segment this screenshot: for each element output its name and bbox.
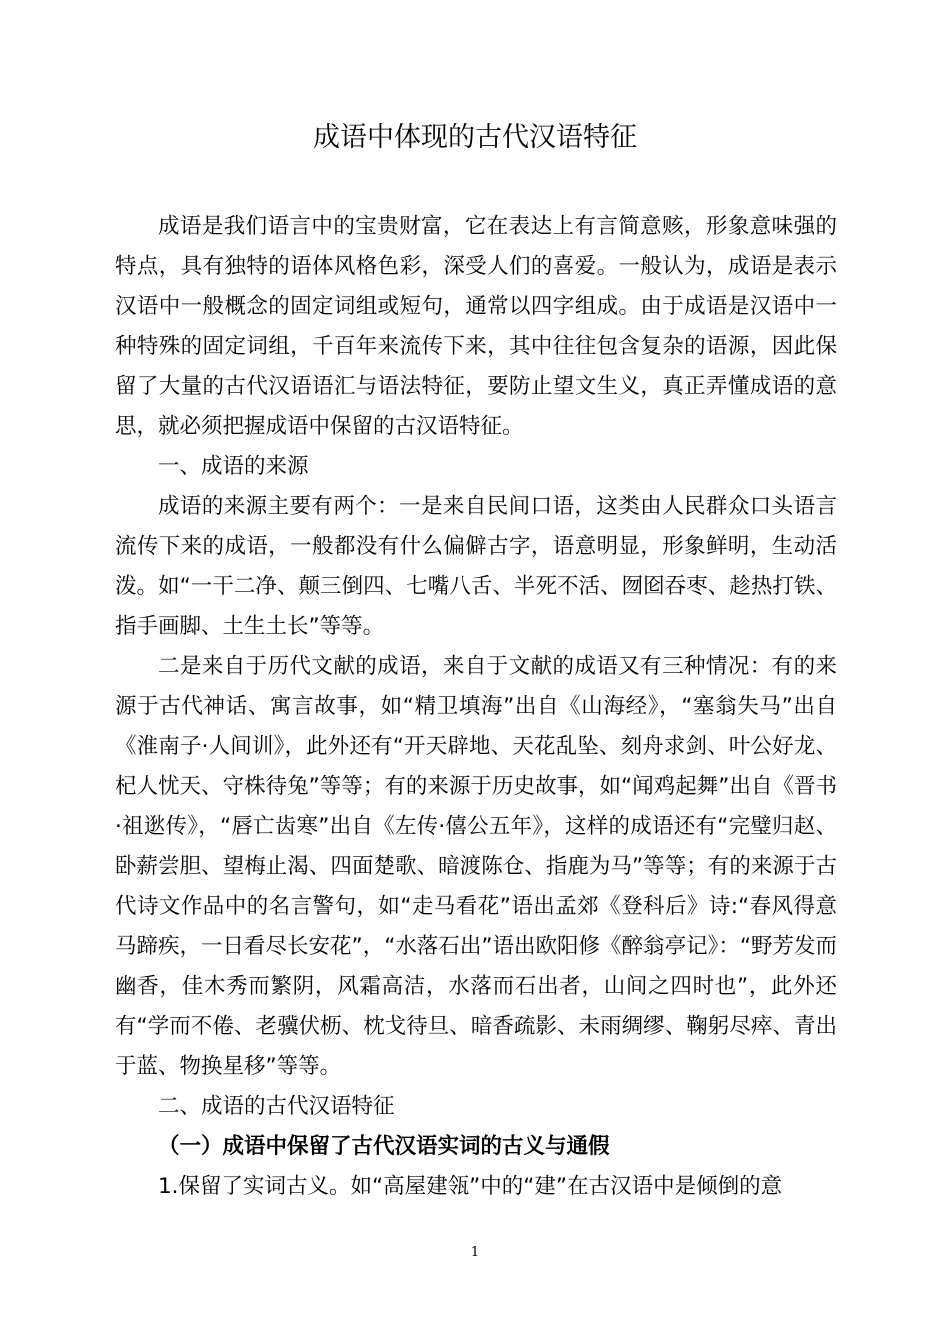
subsection-heading-content-words: （一）成语中保留了古代汉语实词的古义与通假 (158, 1134, 610, 1159)
paragraph-ancient-meaning: 1.保留了实词古义。如“高屋建瓴”中的“建”在古汉语中是倾倒的意 (158, 1174, 783, 1199)
page-title: 成语中体现的古代汉语特征 (313, 122, 637, 153)
paragraph-literary-origin: 二是来自于历代文献的成语，来自于文献的成语又有三种情况：有的来源于古代神话、寓言故事，如“精卫填海”出自《山海经》，“塞翁失马”出自《淮南子·人间训》，此外还有“开天辟地、天花乱坠、刻舟求剑、叶公好龙、杞人忧天、守株待兔”等等；有的来源于历史故事，如“闻鸡起舞”出自《晋书·祖逖传》，“唇亡齿寒”出自《左传·僖公五年》，这样的成语还有“完璧归赵、卧薪尝胆、望梅止渴、四面楚歌、暗渡陈仓、指鹿为马”等等；有的来源于古代诗文作品中的名言警句，如“走马看花”语出孟郊《登科后》诗:“春风得意马蹄疾，一日看尽长安花”，“水落石出”语出欧阳修《醉翁亭记》：“野芳发而幽香，佳木秀而繁阴，风霜高洁，水落而石出者，山间之四时也”，此外还有“学而不倦、老骥伏枥、枕戈待旦、暗香疏影、未雨绸缪、鞠躬尽瘁、青出于蓝、物换星移”等等。 (115, 654, 837, 1079)
section-heading-origin: 一、成语的来源 (158, 454, 309, 479)
paragraph-intro: 成语是我们语言中的宝贵财富，它在表达上有言简意赅，形象意味强的特点，具有独特的语体风格色彩，深受人们的喜爱。一般认为，成语是表示汉语中一般概念的固定词组或短句，通常以四字组成。由于成语是汉语中一种特殊的固定词组，千百年来流传下来，其中往往包含复杂的语源，因此保留了大量的古代汉语语汇与语法特征，要防止望文生义，真正弄懂成语的意思，就必须把握成语中保留的古汉语特征。 (115, 214, 837, 439)
page-number: 1 (470, 1245, 480, 1260)
section-heading-features: 二、成语的古代汉语特征 (158, 1094, 395, 1119)
document-body (115, 207, 837, 1207)
paragraph-folk-origin: 成语的来源主要有两个：一是来自民间口语，这类由人民群众口头语言流传下来的成语，一般都没有什么偏僻古字，语意明显，形象鲜明，生动活泼。如“一干二净、颠三倒四、七嘴八舌、半死不活、囫囵吞枣、趁热打铁、指手画脚、土生土长”等等。 (115, 494, 837, 639)
